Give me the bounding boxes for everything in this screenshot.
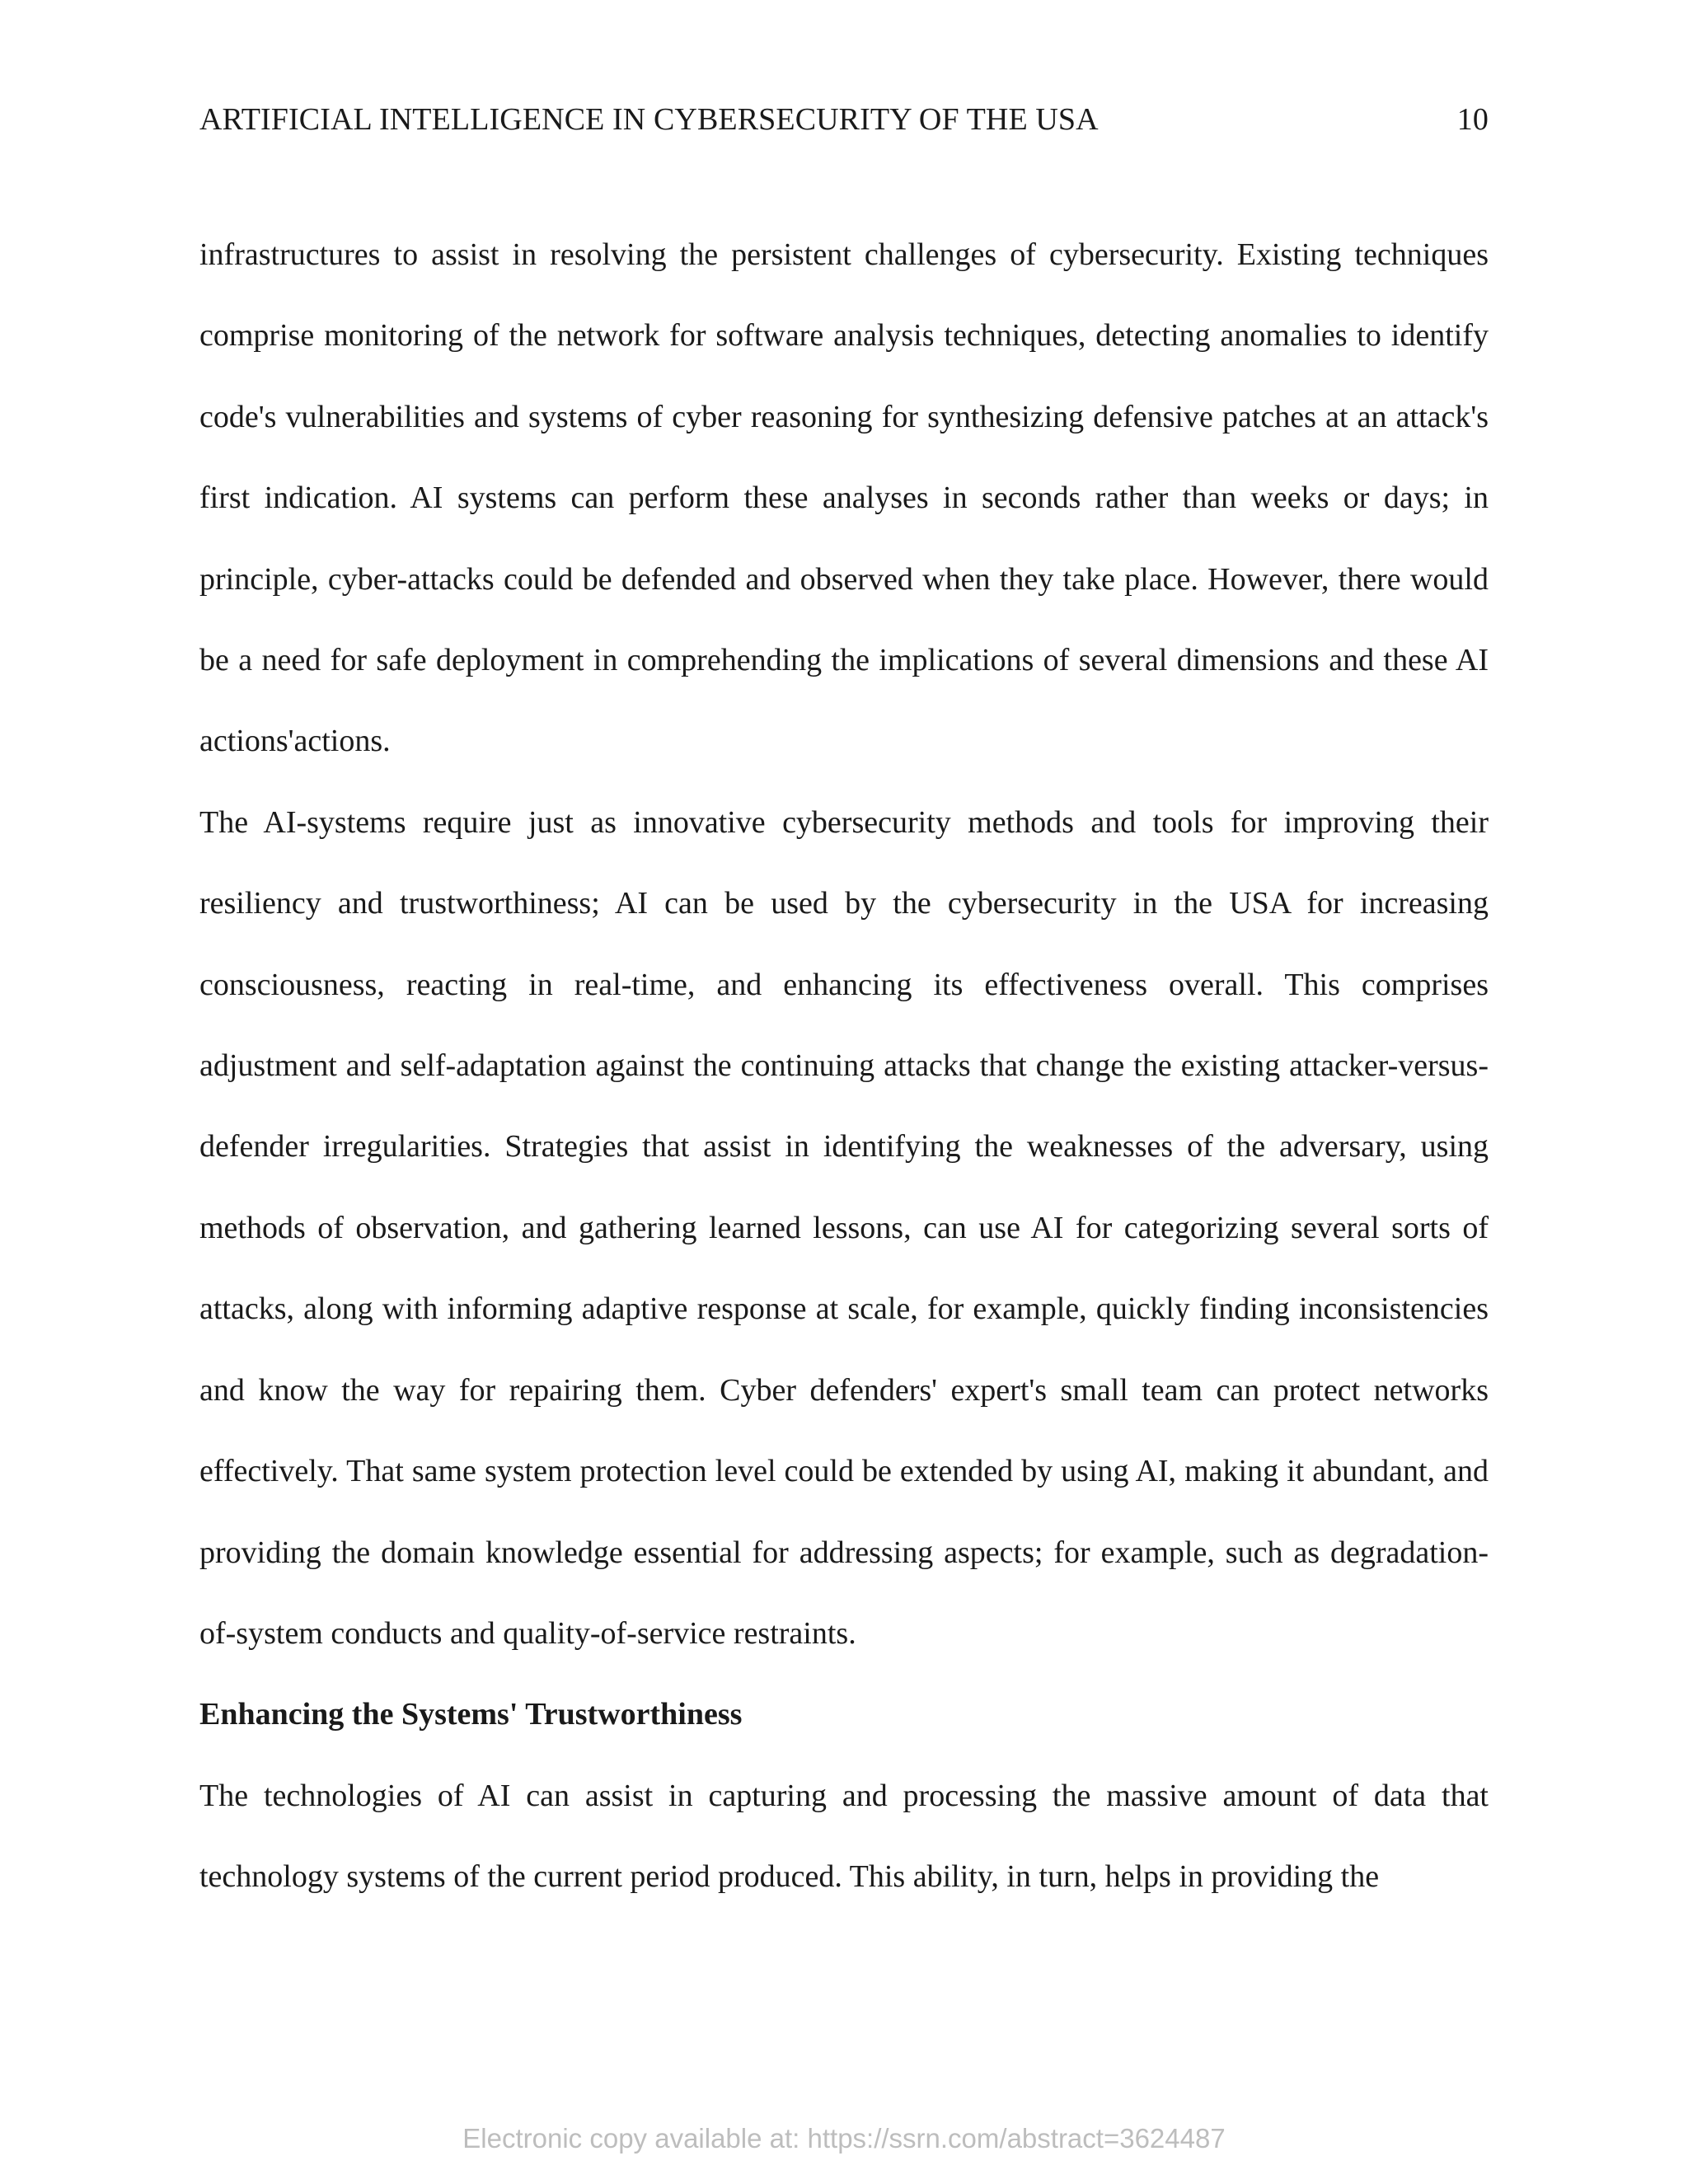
- ssrn-watermark: Electronic copy available at: https://ssrn.com/abstract=3624487: [462, 2123, 1226, 2154]
- section-heading: Enhancing the Systems' Trustworthiness: [199, 1697, 743, 1732]
- paragraph-technologies: The technologies of AI can assist in capturing and processing the massive amount of data that technology systems of the current period produced. This ability, in turn, helps in providing the: [199, 1778, 1489, 1895]
- running-title: ARTIFICIAL INTELLIGENCE IN CYBERSECURITY OF THE USA: [199, 102, 1099, 137]
- page-number: 10: [1456, 102, 1489, 137]
- running-head: [199, 96, 1489, 143]
- body-text: [199, 214, 1489, 1918]
- paragraph-continued: infrastructures to assist in resolving the persistent challenges of cybersecurity. Existing techniques comprise monitoring of the network for software analysis techniques, detecting anomalies to identify code's vulnerabilities and systems of cyber reasoning for synthesizing defensive patches at an attack's first indication. AI systems can perform these analyses in seconds rather than weeks or days; in principle, cyber-attacks could be defended and observed when they take place. However, there would be a need for safe deployment in comprehending the implications of several dimensions and these AI actions'actions.: [199, 237, 1489, 759]
- paragraph-ai-systems: The AI-systems require just as innovative cybersecurity methods and tools for improving their resiliency and trustworthiness; AI can be used by the cybersecurity in the USA for increasing consciousness, reacting in real-time, and enhancing its effectiveness overall. This comprises adjustment and self-adaptation against the continuing attacks that change the existing attacker-versus-defender irregularities. Strategies that assist in identifying the weaknesses of the adversary, using methods of observation, and gathering learned lessons, can use AI for categorizing several sorts of attacks, along with informing adaptive response at scale, for example, quickly finding inconsistencies and know the way for repairing them. Cyber defenders' expert's small team can protect networks effectively. That same system protection level could be extended by using AI, making it abundant, and providing the domain knowledge essential for addressing aspects; for example, such as degradation-of-system conducts and quality-of-service restraints.: [199, 804, 1489, 1651]
